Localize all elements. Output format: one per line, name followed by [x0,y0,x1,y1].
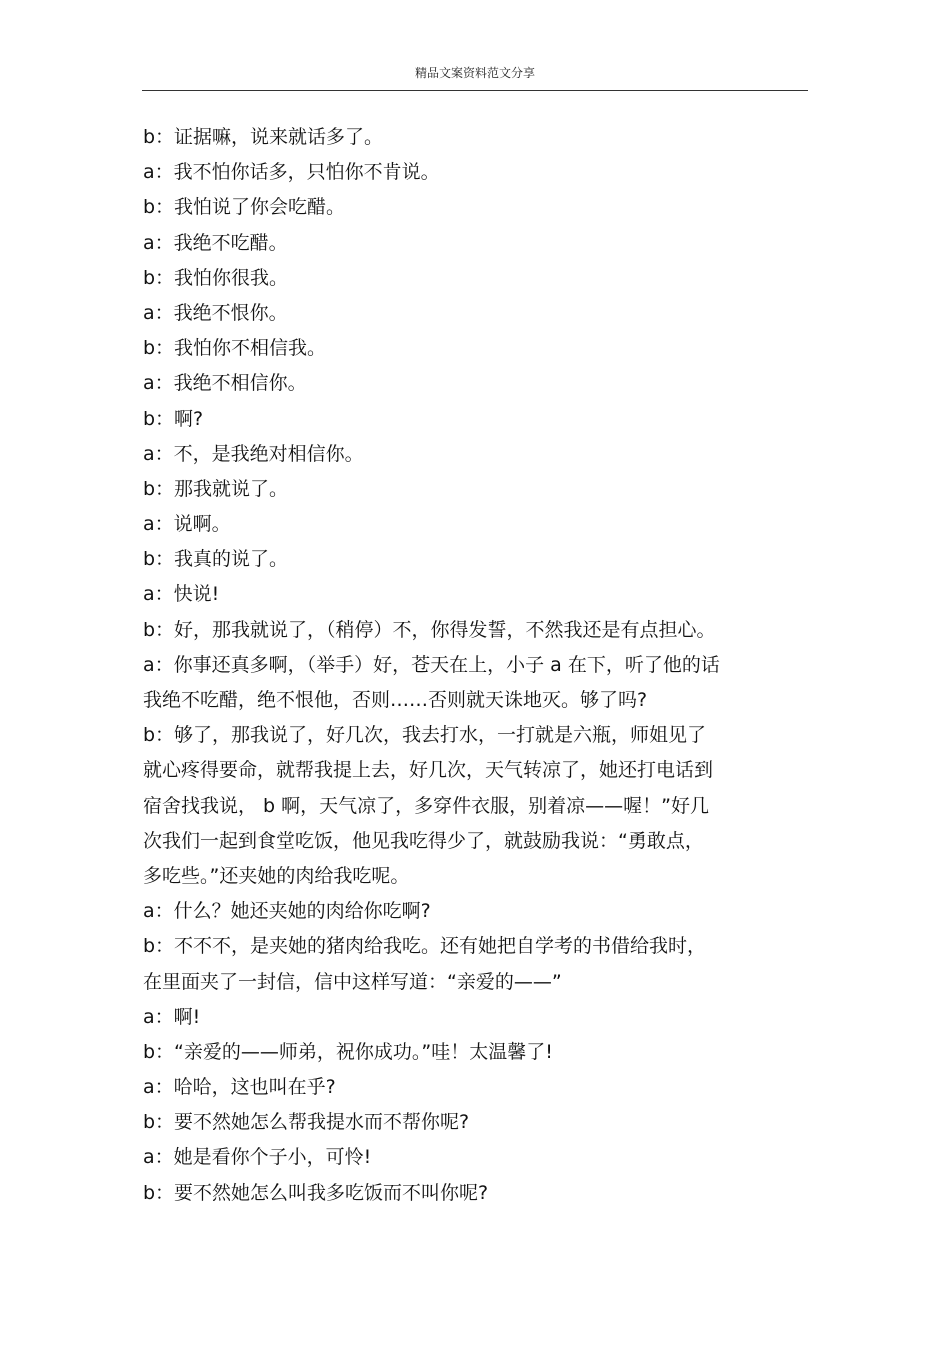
dialogue-line: b：证据嘛，说来就话多了。 [143,126,384,148]
dialogue-line: a：不，是我绝对相信你。 [143,442,364,465]
dialogue-line: b：够了，那我说了，好几次，我去打水，一打就是六瓶，师姐见了 [143,724,707,747]
dialogue-line: 就心疼得要命，就帮我提上去，好几次，天气转凉了，她还打电话到 [143,759,714,782]
dialogue-line: a：你事还真多啊，（举手）好，苍天在上，小子 a 在下，听了他的话 [143,653,720,676]
dialogue-line: a：我不怕你话多，只怕你不肯说。 [143,161,440,184]
dialogue-line: b：啊? [143,407,204,430]
dialogue-line: b：我真的说了。 [143,548,289,571]
dialogue-line: b：我怕你不相信我。 [143,337,327,360]
dialogue-line: a：啊! [143,1005,201,1028]
dialogue-line: 我绝不吃醋，绝不恨他，否则……否则就天诛地灭。够了吗? [143,689,648,711]
dialogue-line: a：说啊。 [143,513,231,536]
dialogue-line: 在里面夹了一封信，信中这样写道：“亲爱的——” [143,970,562,993]
dialogue-line: 宿舍找我说， b 啊，天气凉了，多穿件衣服，别着凉——喔！”好几 [143,794,709,817]
dialogue-line: a：我绝不恨你。 [143,301,288,324]
dialogue-line: b：那我就说了。 [143,477,289,500]
dialogue-body [143,120,808,1211]
dialogue-line: a：她是看你个子小，可怜! [143,1146,372,1169]
header-divider [142,90,808,91]
dialogue-line: b：我怕说了你会吃醋。 [143,196,346,219]
dialogue-line: b：我怕你很我。 [143,266,289,289]
dialogue-line: 次我们一起到食堂吃饭，他见我吃得少了，就鼓励我说：“勇敢点， [143,829,704,852]
dialogue-line: a：我绝不相信你。 [143,372,307,395]
dialogue-line: a：我绝不吃醋。 [143,231,288,254]
dialogue-line: 多吃些。”还夹她的肉给我吃呢。 [143,864,410,887]
dialogue-line: a：什么？她还夹她的肉给你吃啊? [143,900,431,923]
dialogue-line: b：要不然她怎么叫我多吃饭而不叫你呢? [143,1181,489,1204]
page-header-title: 精品文案资料范文分享 [414,66,535,80]
dialogue-line: a：哈哈，这也叫在乎? [143,1076,336,1099]
dialogue-line: b：“亲爱的——师弟，祝你成功。”哇！太温馨了! [143,1040,553,1063]
dialogue-line: a：快说! [143,583,220,606]
dialogue-line: b：不不不，是夹她的猪肉给我吃。还有她把自学考的书借给我时， [143,935,707,958]
dialogue-line: b：好，那我就说了，（稍停）不，你得发誓，不然我还是有点担心。 [143,618,716,641]
dialogue-line: b：要不然她怎么帮我提水而不帮你呢? [143,1111,470,1134]
